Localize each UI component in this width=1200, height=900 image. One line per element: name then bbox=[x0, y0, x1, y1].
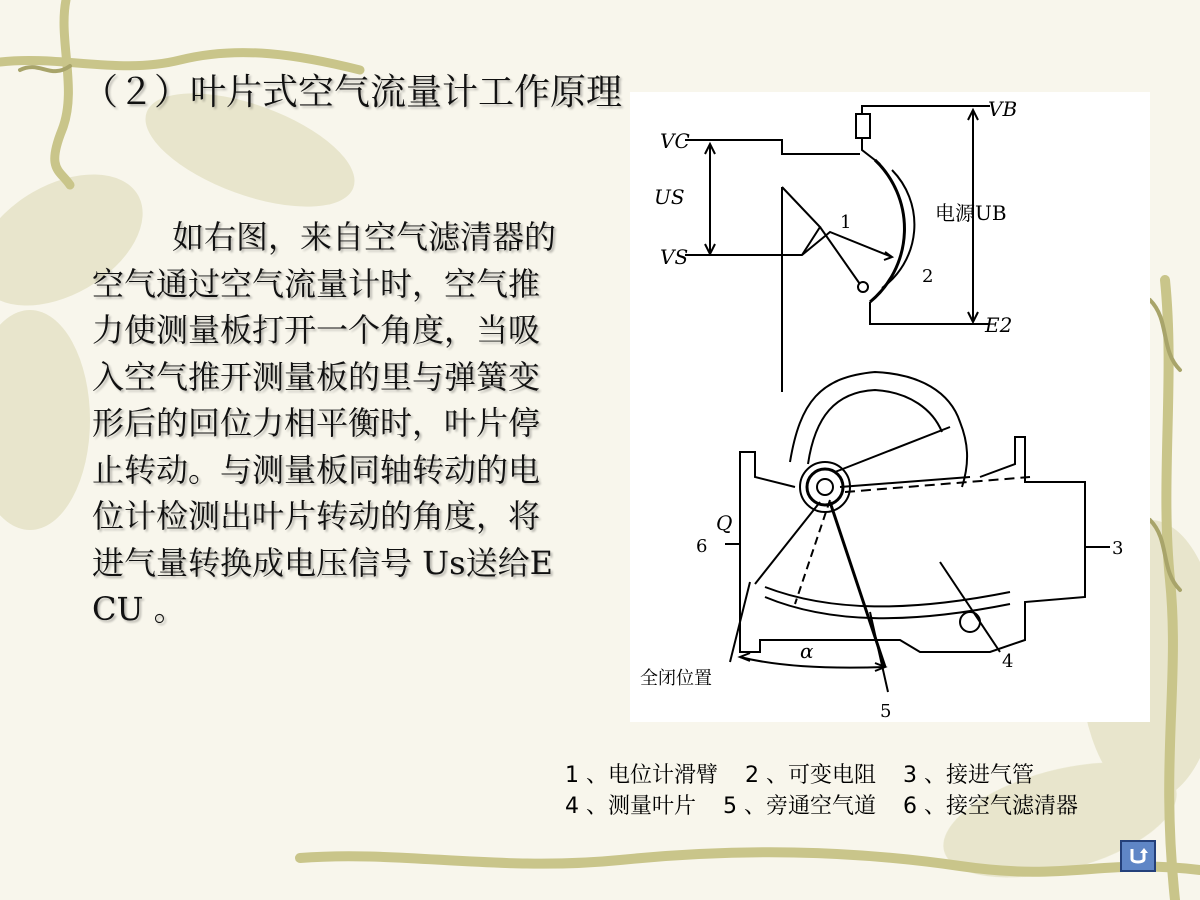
legend-item: 5 、旁通空气道 bbox=[723, 794, 876, 819]
label-vc: VC bbox=[660, 129, 690, 153]
label-1: 1 bbox=[840, 212, 852, 233]
label-power: 电源UB bbox=[935, 201, 1007, 225]
slide-title: （２）叶片式空气流量计工作原理 bbox=[82, 72, 623, 113]
label-6: 6 bbox=[696, 536, 708, 557]
label-3: 3 bbox=[1112, 538, 1124, 559]
label-vs: VS bbox=[660, 245, 689, 269]
label-q: Q bbox=[716, 511, 733, 535]
label-2: 2 bbox=[922, 266, 934, 287]
label-e2: E2 bbox=[985, 313, 1013, 337]
legend-item: 2 、可变电阻 bbox=[745, 763, 876, 788]
legend-item: 3 、接进气管 bbox=[903, 763, 1034, 788]
legend-item: 1 、电位计滑臂 bbox=[565, 763, 718, 788]
legend-row bbox=[565, 760, 1135, 791]
return-button[interactable] bbox=[1120, 840, 1156, 872]
legend-item: 4 、测量叶片 bbox=[565, 794, 696, 819]
label-5: 5 bbox=[880, 701, 892, 722]
return-arrow-icon bbox=[1126, 845, 1150, 867]
legend-item: 6 、接空气滤清器 bbox=[903, 794, 1078, 819]
diagram-legend bbox=[565, 760, 1135, 822]
label-vb: VB bbox=[988, 97, 1018, 121]
circuit-lines bbox=[685, 106, 990, 392]
slide-body-text: 如右图，来自空气滤清器的空气通过空气流量计时，空气推力使测量板打开一个角度，当吸入空气推开测量板的里与弹簧变形后的回位力相平衡时，叶片停止转动。与测量板同轴转动的电位计检测出叶片转动的角度，将进气量转换成电压信号 Us送给ECU 。 bbox=[92, 218, 557, 628]
air-flow-meter-diagram bbox=[630, 92, 1150, 722]
label-closed-position: 全闭位置 bbox=[640, 668, 712, 689]
legend-row bbox=[565, 791, 1135, 822]
diagram-labels bbox=[640, 97, 1123, 722]
meter-housing bbox=[725, 372, 1110, 692]
label-4: 4 bbox=[1002, 651, 1014, 672]
label-us: US bbox=[654, 185, 685, 209]
label-alpha: α bbox=[800, 639, 814, 663]
